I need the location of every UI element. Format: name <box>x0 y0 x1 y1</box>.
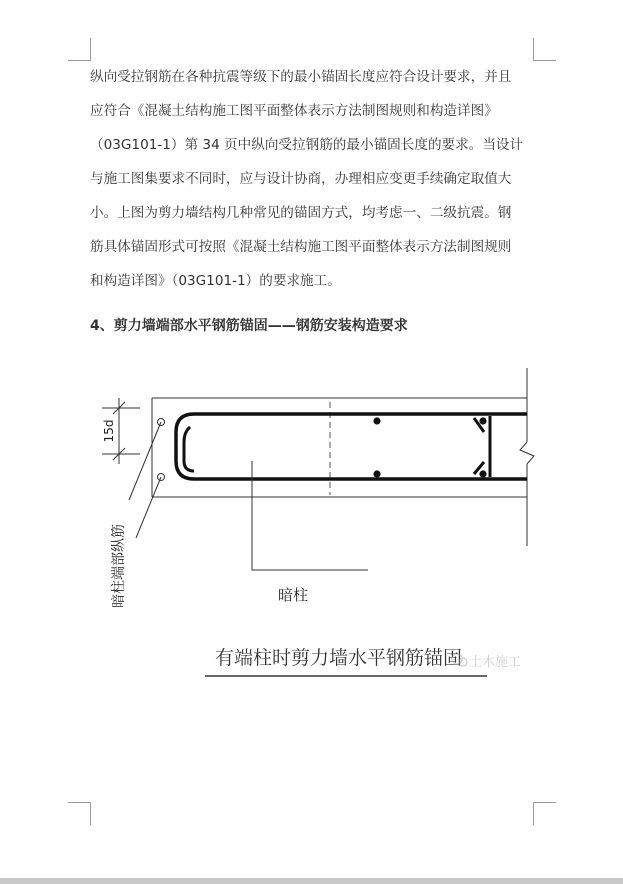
end-bar-leader-lines <box>129 422 161 538</box>
wall-break-line <box>520 368 534 546</box>
watermark-text: 土木施工 <box>469 655 522 670</box>
closed-tie <box>474 416 490 477</box>
margin-mark-top-left <box>68 38 91 61</box>
rebar-anchorage-figure <box>90 360 550 690</box>
paragraph-line: 和构造详图》（03G101-1）的要求施工。 <box>90 273 341 289</box>
paragraph-line: 与施工图集要求不同时，应与设计协商，办理相应变更手续确定取值大 <box>90 171 512 187</box>
horizontal-rebar-u-bar <box>176 414 527 479</box>
margin-mark-bottom-left <box>68 802 91 825</box>
paragraph-line: 应符合《混凝土结构施工图平面整体表示方法制图规则和构造详图》 <box>90 103 498 119</box>
dimension-label: 15d <box>102 419 116 443</box>
body-paragraph <box>90 60 535 298</box>
rebar-dot <box>373 417 380 424</box>
inner-hook-bar <box>184 427 194 471</box>
rebar-dot <box>373 470 380 477</box>
paragraph-line: 小。上图为剪力墙结构几种常见的锚固方式，均考虑一、二级抗震。钢 <box>90 205 512 221</box>
paragraph-line: 纵向受拉钢筋在各种抗震等级下的最小锚固长度应符合设计要求，并且 <box>90 69 512 85</box>
margin-mark-top-right <box>533 38 556 61</box>
rebar-dot <box>479 470 486 477</box>
watermark <box>452 654 521 670</box>
margin-mark-bottom-right <box>533 802 556 825</box>
paragraph-line: （03G101-1）第 34 页中纵向受拉钢筋的最小锚固长度的要求。当设计 <box>90 137 524 153</box>
window-bottom-bar <box>0 878 623 884</box>
end-column-bars-label: 暗柱端部纵筋 <box>111 524 127 608</box>
rebar-dot <box>479 417 486 424</box>
paragraph-line: 筋具体锚固形式可按照《混凝土结构施工图平面整体表示方法制图规则 <box>90 239 512 255</box>
section-heading: 4、剪力墙端部水平钢筋锚固——钢筋安装构造要求 <box>90 318 408 334</box>
figure-caption: 有端柱时剪力墙水平钢筋锚固 <box>215 647 463 669</box>
hidden-column-label: 暗柱 <box>278 586 309 604</box>
